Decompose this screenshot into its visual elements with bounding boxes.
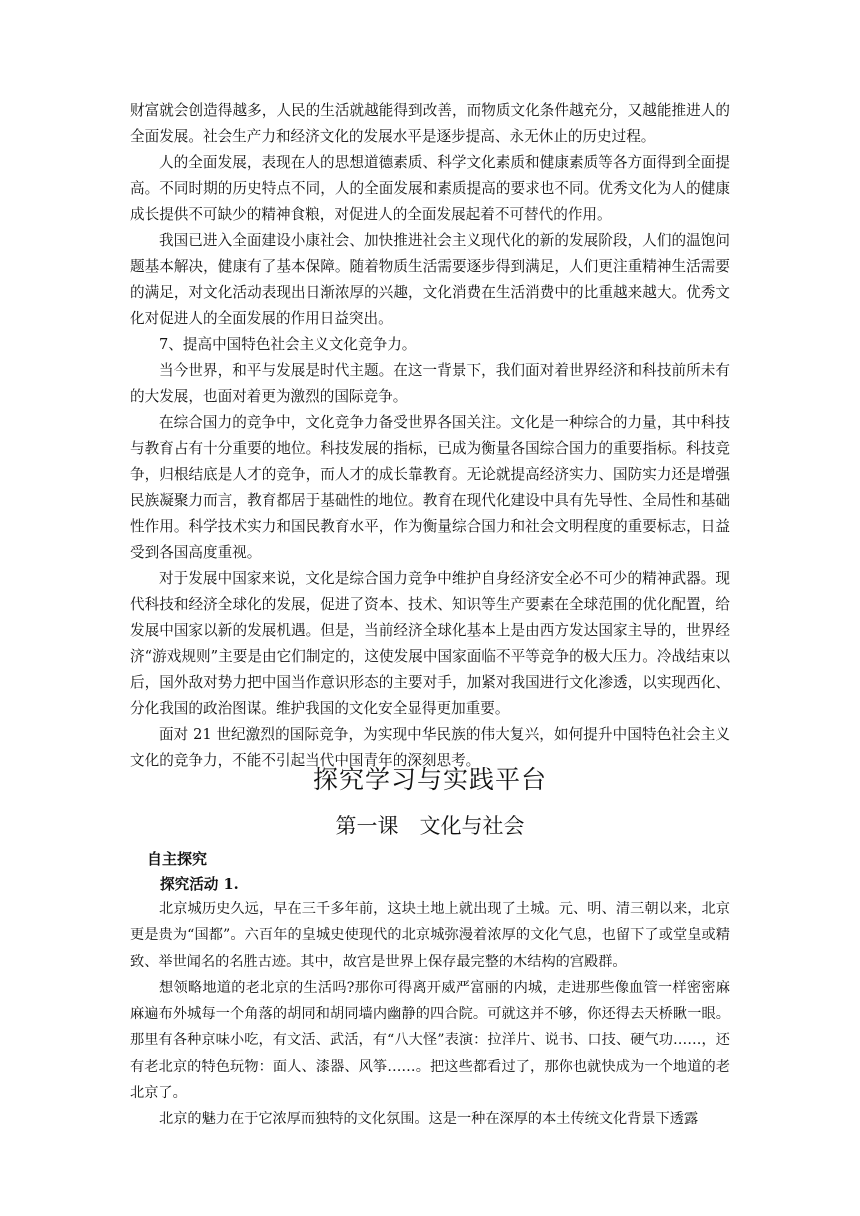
paragraph: 面对 21 世纪激烈的国际竞争，为实现中华民族的伟大复兴，如何提升中国特色社会主义文化的竞争力，不能不引起当代中国青年的深刻思考。 — [130, 726, 730, 769]
paragraph: 想领略地道的老北京的生活吗?那你可得离开威严富丽的内城，走进那些像血管一样密密麻麻遍布外城每一个角落的胡同和胡同墙内幽静的四合院。可就这并不够，你还得去天桥瞅一眼。那里有各种京味小吃，有文活、武活，有“八大怪”表演：拉洋片、说书、口技、硬气功……，还有老北京的特色玩物：面人、漆器、风筝……。把这些都看过了，那你也就快成为一个地道的老北京了。 — [130, 979, 730, 1102]
paragraph: 当今世界，和平与发展是时代主题。在这一背景下，我们面对着世界经济和科技前所未有的大发展，也面对着更为激烈的国际竞争。 — [130, 362, 730, 405]
body-text-bottom — [130, 896, 730, 1133]
paragraph: 人的全面发展，表现在人的思想道德素质、科学文化素质和健康素质等各方面得到全面提高。不同时期的历史特点不同，人的全面发展和素质提高的要求也不同。优秀文化为人的健康成长提供不可缺少的精神食粮，对促进人的全面发展起着不可替代的作用。 — [130, 154, 730, 223]
paragraph: 7、提高中国特色社会主义文化竞争力。 — [159, 336, 417, 353]
paragraph: 对于发展中国家来说，文化是综合国力竞争中维护自身经济安全必不可少的精神武器。现代科技和经济全球化的发展，促进了资本、技术、知识等生产要素在全球范围的优化配置，给发展中国家以新的发展机遇。但是，当前经济全球化基本上是由西方发达国家主导的，世界经济“游戏规则”主要是由它们制定的，这使发展中国家面临不平等竞争的极大压力。冷战结束以后，国外敌对势力把中国当作意识形态的主要对手，加紧对我国进行文化渗透，以实现西化、分化我国的政治图谋。维护我国的文化安全显得更加重要。 — [130, 570, 730, 717]
lesson-title: 第一课 文化与社会 — [335, 814, 525, 838]
paragraph: 北京的魅力在于它浓厚而独特的文化氛围。这是一种在深厚的本土传统文化背景下透露 — [159, 1111, 699, 1128]
activity-heading: 探究活动 1. — [160, 876, 239, 893]
main-title: 探究学习与实践平台 — [312, 765, 547, 794]
paragraph: 在综合国力的竞争中，文化竞争力备受世界各国关注。文化是一种综合的力量，其中科技与教育占有十分重要的地位。科技发展的指标，已成为衡量各国综合国力的重要指标。科技竞争，归根结底是人才的竞争，而人才的成长靠教育。无论就提高经济实力、国防实力还是增强民族凝聚力而言，教育都居于基础性的地位。教育在现代化建设中具有先导性、全局性和基础性作用。科学技术实力和国民教育水平，作为衡量综合国力和社会文明程度的重要标志，日益受到各国高度重视。 — [130, 414, 730, 561]
paragraph: 北京城历史久远，早在三千多年前，这块土地上就出现了土城。元、明、清三朝以来，北京更是贵为“国都”。六百年的皇城史使现代的北京城弥漫着浓厚的文化气息，也留下了或堂皇或精致、举世闻名的名胜古迹。其中，故宫是世界上保存最完整的木结构的宫殿群。 — [130, 901, 730, 970]
section-heading: 自主探究 — [147, 850, 208, 868]
paragraph: 财富就会创造得越多，人民的生活就越能得到改善，而物质文化条件越充分，又越能推进人的全面发展。社会生产力和经济文化的发展水平是逐步提高、永无休止的历史过程。 — [130, 102, 730, 145]
paragraph: 我国已进入全面建设小康社会、加快推进社会主义现代化的新的发展阶段，人们的温饱问题基本解决，健康有了基本保障。随着物质生活需要逐步得到满足，人们更注重精神生活需要的满足，对文化活动表现出日渐浓厚的兴趣，文化消费在生活消费中的比重越来越大。优秀文化对促进人的全面发展的作用日益突出。 — [130, 232, 730, 327]
body-text-top — [130, 98, 730, 774]
